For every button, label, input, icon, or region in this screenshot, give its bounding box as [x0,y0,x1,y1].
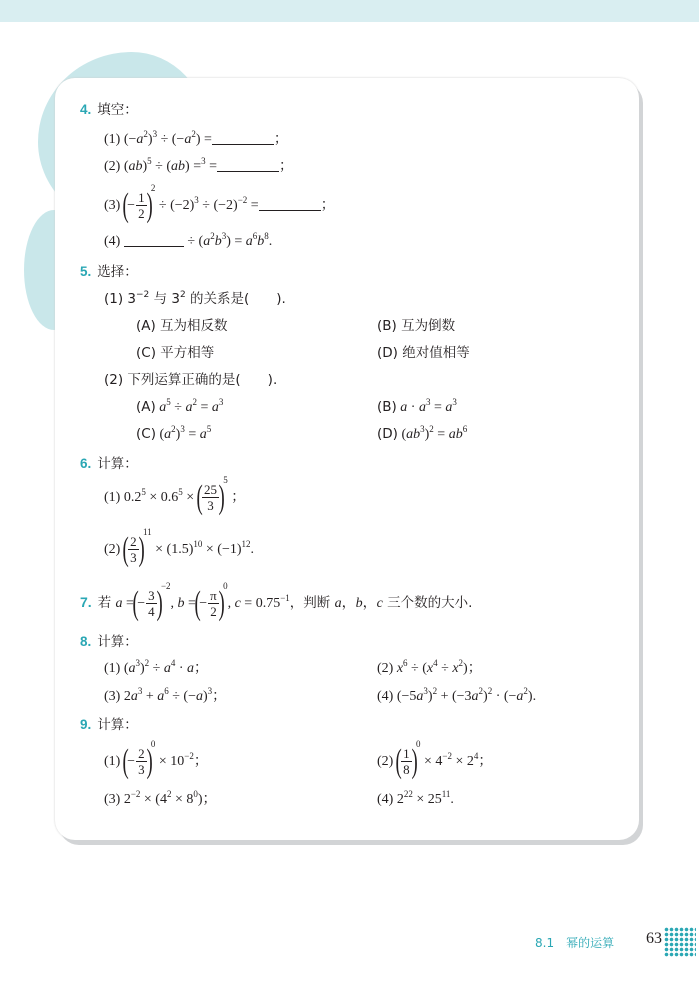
q9-item-1: (1) (− $\frac{2}{3}$ )$^0 \times 10^{-2}$； [104,739,208,780]
q5-2-option-d[interactable]: (D) $(ab^3)^2 = ab^6$ [377,424,468,442]
answer-blank[interactable] [217,170,279,172]
answer-blank[interactable] [259,209,321,211]
q8-item-1: (1) $(a^3)^2 \div a^4 \cdot a$； [104,658,209,676]
q5-2-option-a[interactable]: (A) $a^5 \div a^2 = a^3$ [136,397,224,415]
dot-pattern-decoration [664,927,696,957]
q4-heading [80,101,138,119]
q5-part-2: (2) 下列运算正确的是( ). [104,372,278,388]
q8-heading: 8. 计算： [80,634,138,650]
q8-item-4: (4) $(-5a^3)^2 + (-3a^2)^2 \cdot (-a^2)$. [377,686,537,704]
q5-part-1: (1) $3^{-2}$ 与 $3^2$ 的关系是( ). [104,290,286,307]
q5-1-option-d[interactable]: (D) 绝对值相等 [377,345,470,361]
top-color-band [0,0,699,22]
q8-item-3: (3) $2a^3 + a^6 \div (-a)^3$； [104,686,227,704]
q4-item-1: (1) $(-a^2)^3 \div (-a^2)$ = ； [104,129,288,147]
q4-number: 4. [80,102,92,117]
answer-blank[interactable] [124,245,184,247]
q6-item-1: (1) $0.2^5 \times 0.6^5$ × ( $\frac{25}{3}$ )$^5$ ； [104,475,246,516]
q6-item-2: (2) ( $\frac{2}{3}$ )$^{11} \times (1.5)^{10} \times (-1)^{12}$. [104,527,255,568]
q6-heading: 6. 计算： [80,456,138,472]
q9-item-3: (3) $2^{-2} \times (4^2 \times 8^0)$； [104,789,217,807]
q9-item-4: (4) $2^{22} \times 25^{11}$. [377,789,454,807]
q4-item-4: (4) ÷ $(a^2b^3) = a^6b^8$. [104,231,273,249]
q5-2-option-c[interactable]: (C) $(a^2)^3 = a^5$ [136,424,212,442]
q4-title: 填空： [97,102,138,118]
q4-item-2: (2) (ab)$^5$ ÷ (ab) =$^3$ = ； [104,156,293,174]
q5-1-option-a[interactable]: (A) 互为相反数 [136,318,228,334]
q7-statement: 7. 若 a =(− $\frac{3}{4}$ )$^{-2}$, b =(− $\frac{\pi}{2}$ )$^0$, $c = 0.75^{-1}$，判断 a，b，c 三个数的大小. [80,581,473,622]
q5-heading: 5. 选择： [80,264,138,280]
answer-blank[interactable] [212,143,274,145]
q9-heading: 9. 计算： [80,717,138,733]
section-title: 8.1 幂的运算 [535,936,615,950]
q5-1-option-c[interactable]: (C) 平方相等 [136,345,215,361]
q5-2-option-b[interactable]: (B) $a \cdot a^3 = a^3$ [377,397,457,415]
q4-item-3: (3) (− $\frac{1}{2}$ )$^2 \div (-2)^3 \div (-2)^{-2}$ = ； [104,183,335,224]
q8-item-2: (2) $x^6 \div (x^4 \div x^2)$； [377,658,482,676]
q5-1-option-b[interactable]: (B) 互为倒数 [377,318,456,334]
q9-item-2: (2) ( $\frac{1}{8}$ )$^0 \times 4^{-2} \times 2^4$； [377,739,493,780]
page-number: 63 [646,930,662,947]
